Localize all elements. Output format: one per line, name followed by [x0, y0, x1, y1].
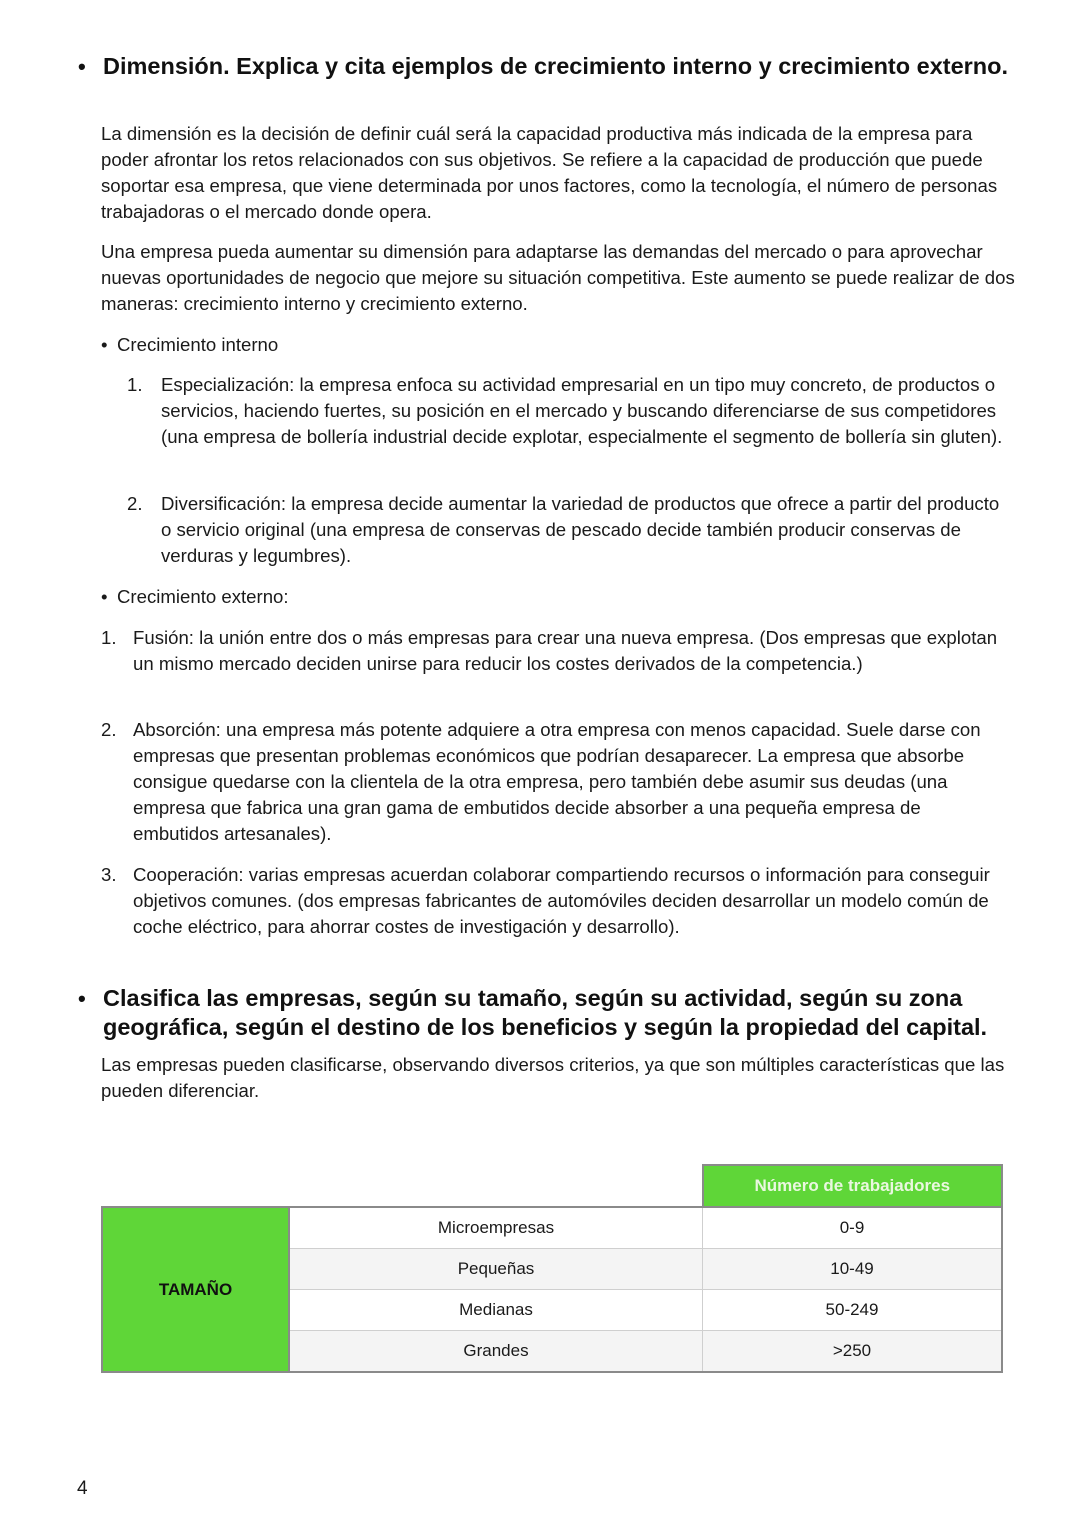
item-text: Fusión: la unión entre dos o más empresas para crear una nueva empresa. (Dos empresas que explotan un mismo mercado deciden unirse para reducir los costes derivados de la competencia.)	[133, 627, 998, 674]
heading-text: Clasifica las empresas, según su tamaño, según su actividad, según su zona geográfica, según el destino de los beneficios y según la propiedad del capital.	[103, 985, 988, 1040]
list-item-absorcion	[101, 717, 1006, 847]
paragraph-dimension-definition: La dimensión es la decisión de definir cuál será la capacidad productiva más indicada de la empresa para poder afrontar los retos relacionados con sus objetivos. Se refiere a la capacidad de producción que puede soportar esa empresa, que viene determinada por unos factores, como la tecnología, el número de personas trabajadoras o el mercado donde opera.	[101, 123, 998, 222]
list-item-especializacion	[127, 372, 1007, 450]
section-heading-dimension	[78, 52, 1018, 81]
label-text: Crecimiento interno	[117, 334, 279, 355]
company-size-table	[101, 1164, 1003, 1373]
item-number: 1.	[101, 627, 117, 648]
label-text: Crecimiento externo:	[117, 586, 289, 607]
paragraph-dimension-growth: Una empresa pueda aumentar su dimensión para adaptarse las demandas del mercado o para aprovechar nuevas oportunidades de negocio que mejore su situación competitiva. Este aumento se puede realizar de dos maneras: crecimiento interno y crecimiento externo.	[101, 241, 1015, 314]
heading-text: Dimensión. Explica y cita ejemplos de crecimiento interno y crecimiento externo.	[103, 53, 1009, 79]
item-number: 1.	[127, 374, 143, 395]
header-workers: Número de trabajadores	[703, 1165, 1003, 1207]
sublist-label-external	[101, 584, 289, 610]
paragraph-clasificacion: Las empresas pueden clasificarse, observando diversos criterios, ya que son múltiples características que las pueden diferenciar.	[101, 1054, 1005, 1101]
page-number: 4	[77, 1478, 88, 1499]
size-name-cell: Pequeñas	[289, 1249, 703, 1290]
table-row	[102, 1207, 1002, 1249]
item-text: Especialización: la empresa enfoca su actividad empresarial en un tipo muy concreto, de productos o servicios, haciendo fuertes, su posición en el mercado y buscando diferenciarse de sus competidores (una empresa de bollería industrial decide explotar, especialmente el segmento de bollería sin gluten).	[161, 374, 1003, 447]
bullet-icon: •	[101, 586, 108, 607]
list-item-diversificacion	[127, 491, 1007, 569]
bullet-icon: •	[78, 986, 86, 1011]
sublist-label-internal	[101, 332, 278, 358]
size-name-cell: Medianas	[289, 1290, 703, 1331]
header-empty-cell	[102, 1165, 703, 1207]
size-value-cell: >250	[703, 1331, 1003, 1373]
size-value-cell: 10-49	[703, 1249, 1003, 1290]
size-name-cell: Microempresas	[289, 1207, 703, 1249]
section-heading-clasifica	[78, 984, 1018, 1042]
item-number: 2.	[127, 493, 143, 514]
bullet-icon: •	[78, 54, 86, 79]
item-text: Cooperación: varias empresas acuerdan colaborar compartiendo recursos o información para conseguir objetivos comunes. (dos empresas fabricantes de automóviles deciden desarrollar un modelo común de coche eléctrico, para ahorrar costes de investigación y desarrollo).	[133, 864, 990, 937]
list-item-cooperacion	[101, 862, 1006, 940]
table-header-row	[102, 1165, 1002, 1207]
item-number: 2.	[101, 719, 117, 740]
size-value-cell: 50-249	[703, 1290, 1003, 1331]
size-value-cell: 0-9	[703, 1207, 1003, 1249]
category-cell: TAMAÑO	[102, 1207, 289, 1372]
size-name-cell: Grandes	[289, 1331, 703, 1373]
item-text: Diversificación: la empresa decide aumentar la variedad de productos que ofrece a partir del producto o servicio original (una empresa de conservas de pescado decide también producir conservas de verduras y legumbres).	[161, 493, 1000, 566]
item-text: Absorción: una empresa más potente adquiere a otra empresa con menos capacidad. Suele darse con empresas que presentan problemas económicos que podrían desaparecer. La empresa que absorbe consigue quedarse con la clientela de la otra empresa, pero también debe asumir sus deudas (una empresa que fabrica una gran gama de embutidos decide absorber a una pequeña empresa de embutidos artesanales).	[133, 719, 981, 844]
list-item-fusion	[101, 625, 1006, 677]
item-number: 3.	[101, 864, 117, 885]
bullet-icon: •	[101, 334, 108, 355]
